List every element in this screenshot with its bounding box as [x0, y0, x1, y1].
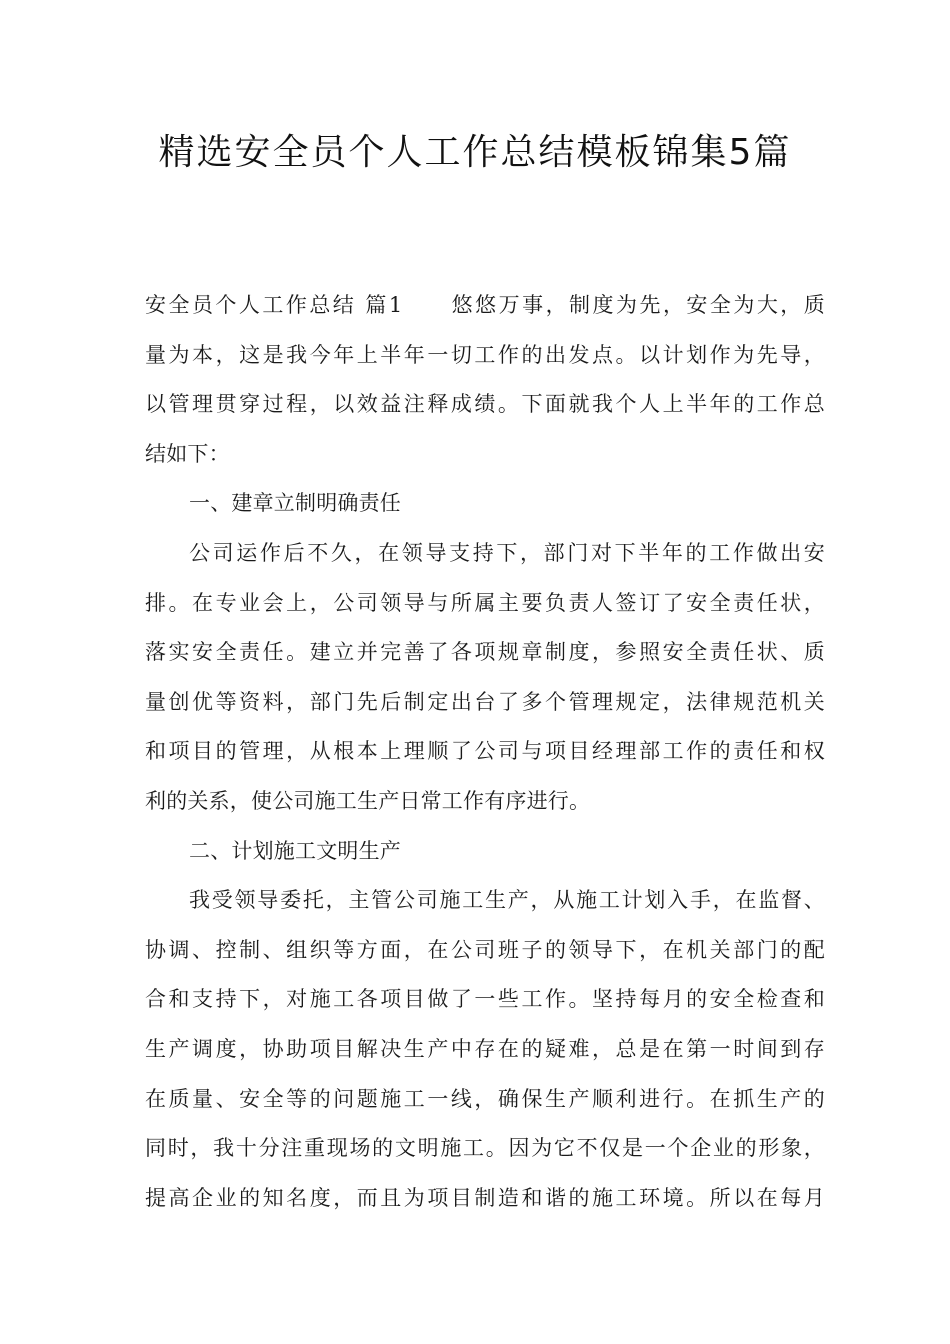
- document-body: [145, 281, 825, 1223]
- section-heading: 一、建章立制明确责任: [189, 491, 401, 516]
- paragraph-line: 同时，我十分注重现场的文明施工。因为它不仅是一个企业的形象，: [145, 1136, 825, 1161]
- paragraph-line: 协调、控制、组织等方面，在公司班子的领导下，在机关部门的配: [145, 937, 825, 962]
- paragraph-line: 生产调度，协助项目解决生产中存在的疑难，总是在第一时间到存: [145, 1036, 825, 1061]
- paragraph-line: 提高企业的知名度，而且为项目制造和谐的施工环境。所以在每月: [145, 1185, 825, 1210]
- paragraph-line: 排。在专业会上，公司领导与所属主要负责人签订了安全责任状，: [145, 590, 825, 615]
- paragraph-line: 以管理贯穿过程，以效益注释成绩。下面就我个人上半年的工作总: [145, 392, 825, 417]
- paragraph-line: 和项目的管理，从根本上理顺了公司与项目经理部工作的责任和权: [145, 739, 825, 764]
- paragraph-line: 落实安全责任。建立并完善了各项规章制度，参照安全责任状、质: [145, 640, 825, 665]
- document-title: 精选安全员个人工作总结模板锦集5篇: [158, 132, 792, 173]
- paragraph-line: 合和支持下，对施工各项目做了一些工作。坚持每月的安全检查和: [145, 987, 825, 1012]
- paragraph-line: 安全员个人工作总结 篇1 悠悠万事，制度为先，安全为大，质: [145, 293, 825, 317]
- section-heading: 二、计划施工文明生产: [189, 838, 401, 863]
- paragraph-line: 量创优等资料，部门先后制定出台了多个管理规定，法律规范机关: [145, 689, 825, 714]
- paragraph-line: 利的关系，使公司施工生产日常工作有序进行。: [145, 788, 591, 813]
- paragraph-line: 公司运作后不久，在领导支持下，部门对下半年的工作做出安: [189, 540, 825, 565]
- paragraph-line: 量为本，这是我今年上半年一切工作的出发点。以计划作为先导，: [145, 342, 825, 367]
- paragraph-line: 结如下：: [145, 441, 230, 466]
- paragraph-line: 在质量、安全等的问题施工一线，确保生产顺利进行。在抓生产的: [145, 1086, 825, 1111]
- paragraph-line: 我受领导委托，主管公司施工生产，从施工计划入手，在监督、: [189, 888, 825, 913]
